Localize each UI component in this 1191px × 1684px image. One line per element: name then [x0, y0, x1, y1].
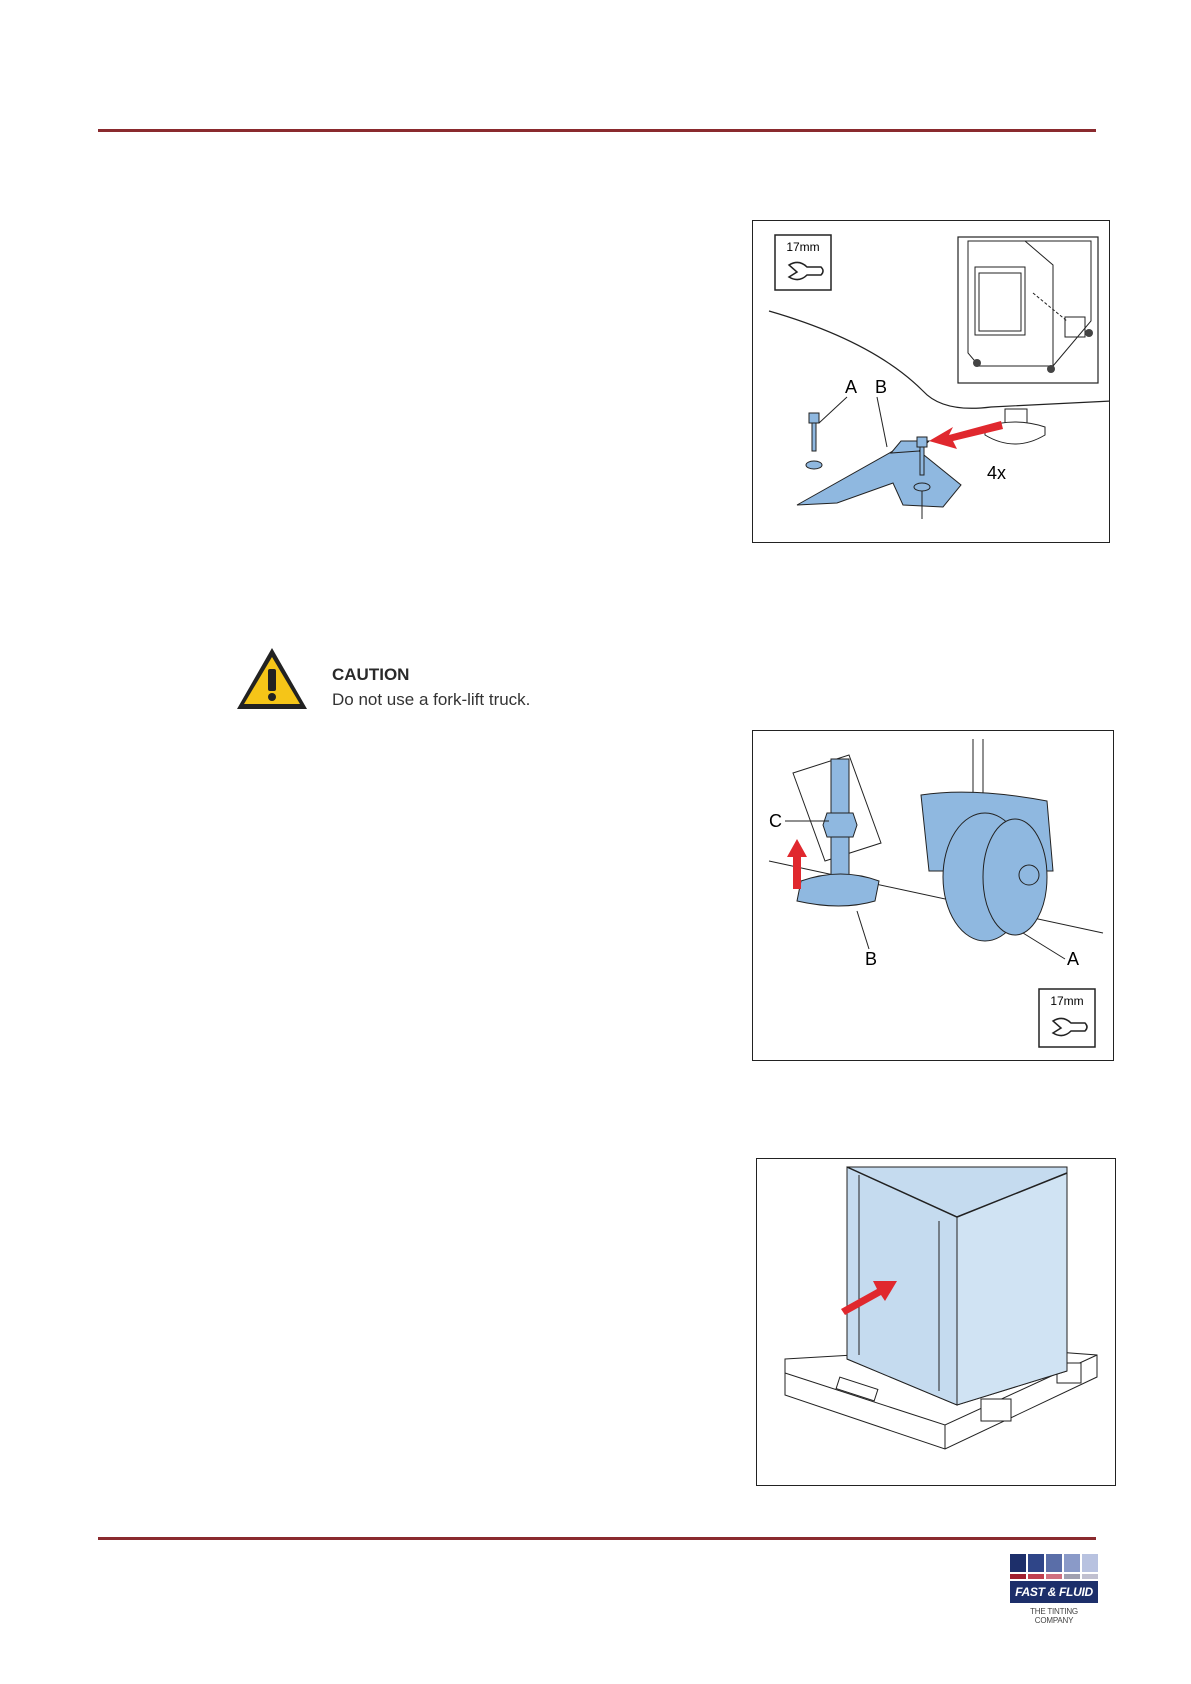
caution-notice	[234, 645, 634, 725]
svg-text:17mm: 17mm	[1050, 994, 1084, 1008]
figure-foot-adjustment	[752, 730, 1114, 1061]
logo-tagline: THE TINTING COMPANY	[1030, 1607, 1078, 1625]
svg-text:17mm: 17mm	[786, 240, 820, 254]
label-c: C	[769, 811, 782, 831]
label-a: A	[1067, 949, 1080, 969]
label-b: B	[875, 377, 888, 397]
warning-icon	[234, 645, 310, 713]
logo-name: FAST & FLUID	[1010, 1581, 1098, 1603]
label-a: A	[845, 377, 858, 397]
castor-wheel-a	[921, 739, 1053, 941]
header-rule	[98, 129, 1096, 132]
cabinet-inset	[958, 237, 1098, 383]
caution-text: Do not use a fork-lift truck.	[332, 690, 531, 709]
company-logo	[1010, 1554, 1100, 1624]
bolt-a	[806, 413, 822, 469]
figure-pallet-unit	[756, 1158, 1116, 1486]
transport-bracket	[797, 441, 961, 507]
wrench-size-icon	[1039, 989, 1095, 1047]
label-b: B	[865, 949, 878, 969]
wrench-size-icon	[775, 235, 831, 290]
caution-title: CAUTION	[332, 665, 410, 684]
footer-rule	[98, 1537, 1096, 1540]
quantity-label: 4x	[987, 463, 1007, 483]
figure-bracket-removal	[752, 220, 1110, 543]
